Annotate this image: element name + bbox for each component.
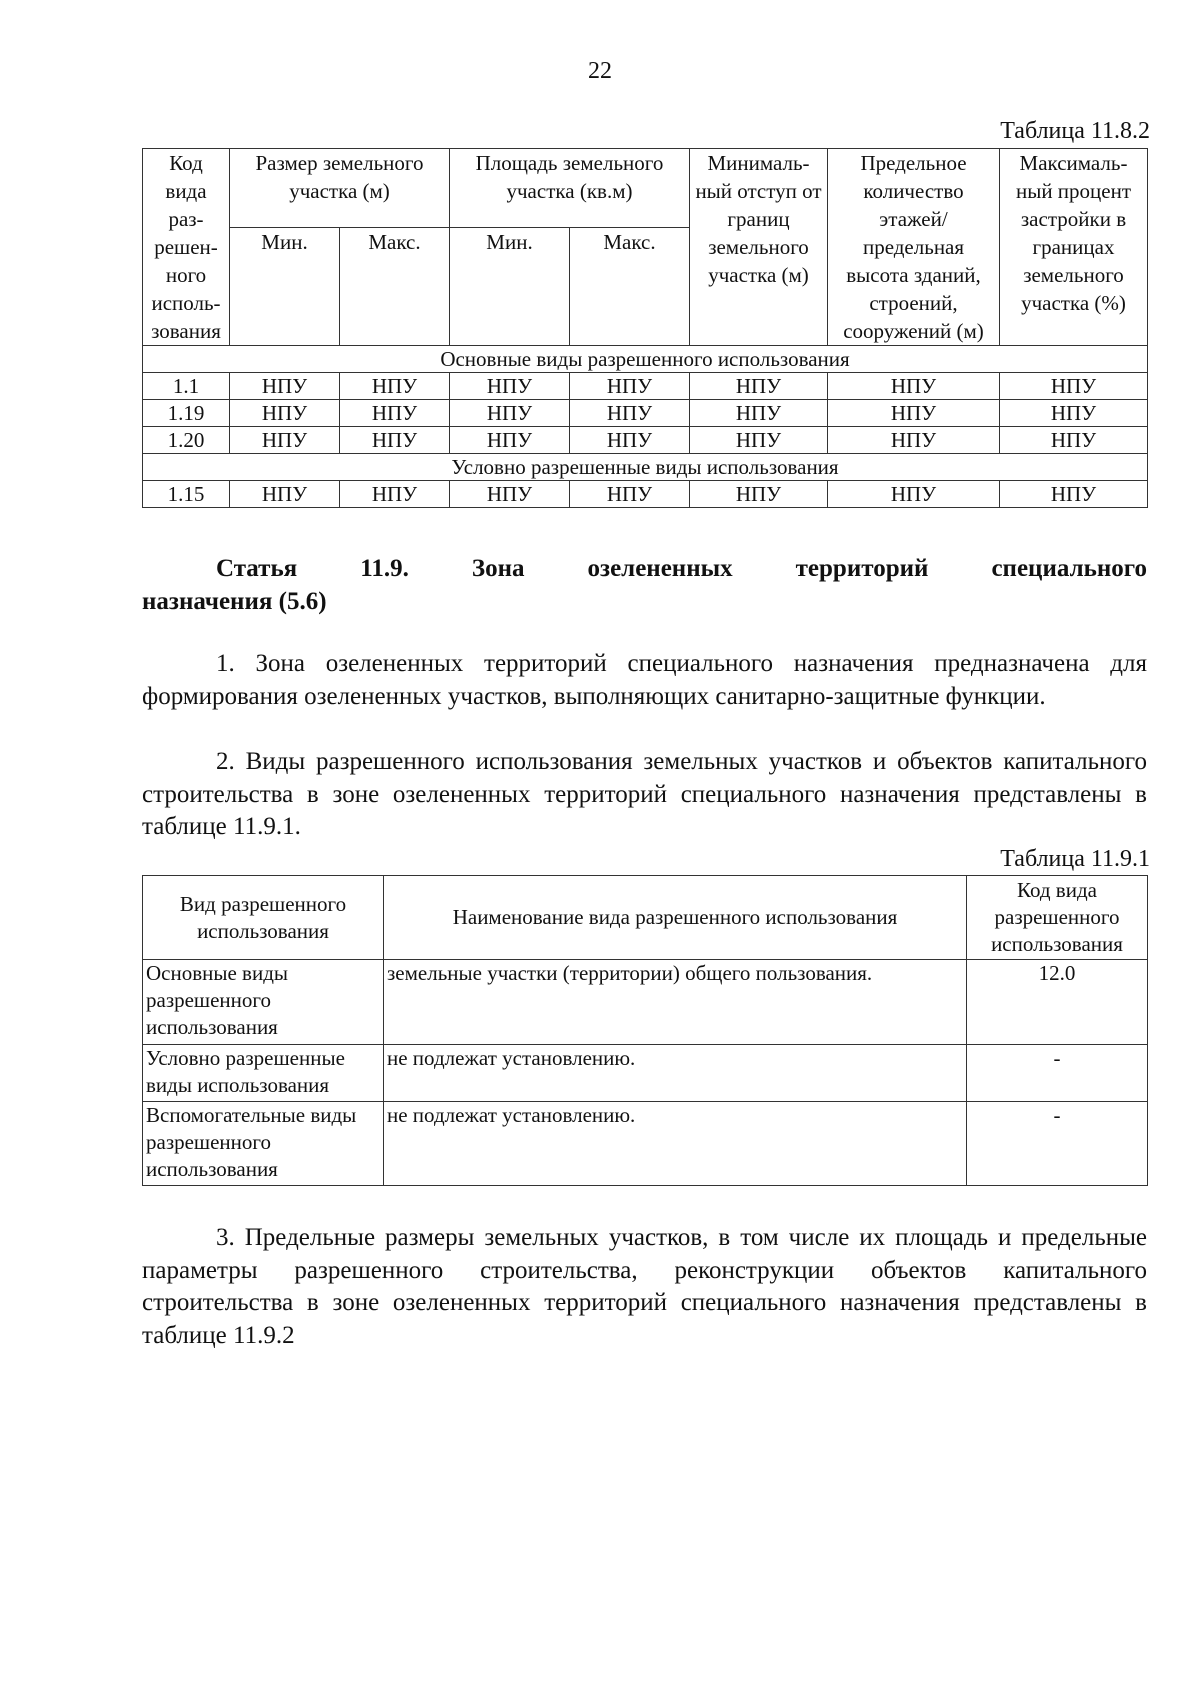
table-cell: -	[967, 1102, 1148, 1186]
paragraph-3-text: 3. Предельные размеры земельных участков, в том числе их площадь и предельные параметры разрешенного строительства, реконструкции объектов капитального строительства в зоне озелененных территорий специального назначения представлены в таблице 11.9.2	[142, 1224, 1147, 1349]
header-size-max: Макс.	[340, 228, 450, 346]
section-main: Основные виды разрешенного использования	[143, 346, 1148, 373]
table-row	[143, 427, 1148, 454]
section-conditional: Условно разрешенные виды использования	[143, 454, 1148, 481]
heading-word: озелененных	[587, 555, 733, 582]
table-cell: НПУ	[230, 427, 340, 454]
header-setback: Минималь- ный отступ от границ земельного участка (м)	[690, 149, 828, 346]
table-cell: НПУ	[828, 481, 1000, 508]
table-cell: НПУ	[570, 373, 690, 400]
table2-caption: Таблица 11.9.1	[1000, 846, 1150, 872]
paragraph-3	[142, 1222, 1147, 1352]
table-cell: НПУ	[828, 373, 1000, 400]
header-size: Размер земельного участка (м)	[230, 149, 450, 228]
heading-word: 11.9.	[360, 555, 409, 582]
table-cell: Основные виды разрешенного использования	[143, 960, 384, 1045]
table-cell: НПУ	[1000, 481, 1148, 508]
table-cell: 1.19	[143, 400, 230, 427]
header-area: Площадь земельного участка (кв.м)	[450, 149, 690, 228]
table-cell: НПУ	[690, 373, 828, 400]
header-area-max: Макс.	[570, 228, 690, 346]
table-cell: 1.1	[143, 373, 230, 400]
table-cell: НПУ	[450, 373, 570, 400]
paragraph-1	[142, 648, 1147, 713]
table-cell: НПУ	[690, 481, 828, 508]
table-row	[143, 373, 1148, 400]
table-cell: Вспомогательные виды разрешенного использования	[143, 1102, 384, 1186]
table-cell: не подлежат установлению.	[384, 1102, 967, 1186]
table-cell: НПУ	[828, 427, 1000, 454]
table-cell: 1.15	[143, 481, 230, 508]
table-row	[143, 481, 1148, 508]
table-cell: НПУ	[570, 400, 690, 427]
table-cell: НПУ	[340, 373, 450, 400]
header-floors: Предельное количество этажей/ предельная высота зданий, строений, сооружений (м)	[828, 149, 1000, 346]
heading-word: специального	[991, 555, 1147, 582]
table-cell: НПУ	[1000, 373, 1148, 400]
table-row	[143, 960, 1148, 1045]
table-cell: НПУ	[570, 427, 690, 454]
table1-caption: Таблица 11.8.2	[1000, 118, 1150, 144]
table-cell: НПУ	[1000, 427, 1148, 454]
heading-word: Статья	[216, 555, 298, 582]
page-number: 22	[588, 58, 612, 84]
table-cell: НПУ	[690, 427, 828, 454]
table-row	[143, 1045, 1148, 1102]
table-cell: не подлежат установлению.	[384, 1045, 967, 1102]
heading-word: Зона	[471, 555, 525, 582]
heading-word: территорий	[795, 555, 929, 582]
table-cell: 12.0	[967, 960, 1148, 1045]
table-cell: НПУ	[340, 481, 450, 508]
paragraph-1-text: 1. Зона озелененных территорий специального назначения предназначена для формирования озелененных участков, выполняющих санитарно-защитные функции.	[142, 650, 1147, 710]
table-11-9-1	[142, 875, 1148, 1186]
table-cell: НПУ	[450, 427, 570, 454]
table-cell: -	[967, 1045, 1148, 1102]
header-size-min: Мин.	[230, 228, 340, 346]
table-cell: НПУ	[230, 373, 340, 400]
header-code: Код вида раз- решен- ного исполь- зования	[143, 149, 230, 346]
table-cell: НПУ	[340, 400, 450, 427]
paragraph-2-text: 2. Виды разрешенного использования земельных участков и объектов капитального строительства в зоне озелененных территорий специального назначения представлены в таблице 11.9.1.	[142, 748, 1147, 840]
table-cell: НПУ	[690, 400, 828, 427]
header-name: Наименование вида разрешенного использования	[384, 876, 967, 960]
header-code: Код вида разрешенного использования	[967, 876, 1148, 960]
paragraph-2	[142, 746, 1147, 844]
table-cell: Условно разрешенные виды использования	[143, 1045, 384, 1102]
table-cell: НПУ	[340, 427, 450, 454]
article-heading	[142, 552, 1147, 618]
table-cell: НПУ	[828, 400, 1000, 427]
table-cell: НПУ	[230, 481, 340, 508]
table-cell: земельные участки (территории) общего пользования.	[384, 960, 967, 1045]
table-cell: 1.20	[143, 427, 230, 454]
heading-line2: назначения (5.6)	[142, 588, 327, 615]
table-cell: НПУ	[1000, 400, 1148, 427]
table-cell: НПУ	[450, 400, 570, 427]
table-row	[143, 400, 1148, 427]
table-cell: НПУ	[570, 481, 690, 508]
table-cell: НПУ	[450, 481, 570, 508]
header-area-min: Мин.	[450, 228, 570, 346]
table-cell: НПУ	[230, 400, 340, 427]
header-kind: Вид разрешенного использования	[143, 876, 384, 960]
table-row	[143, 1102, 1148, 1186]
table-11-8-2	[142, 148, 1148, 508]
header-percent: Максималь- ный процент застройки в границах земельного участка (%)	[1000, 149, 1148, 346]
